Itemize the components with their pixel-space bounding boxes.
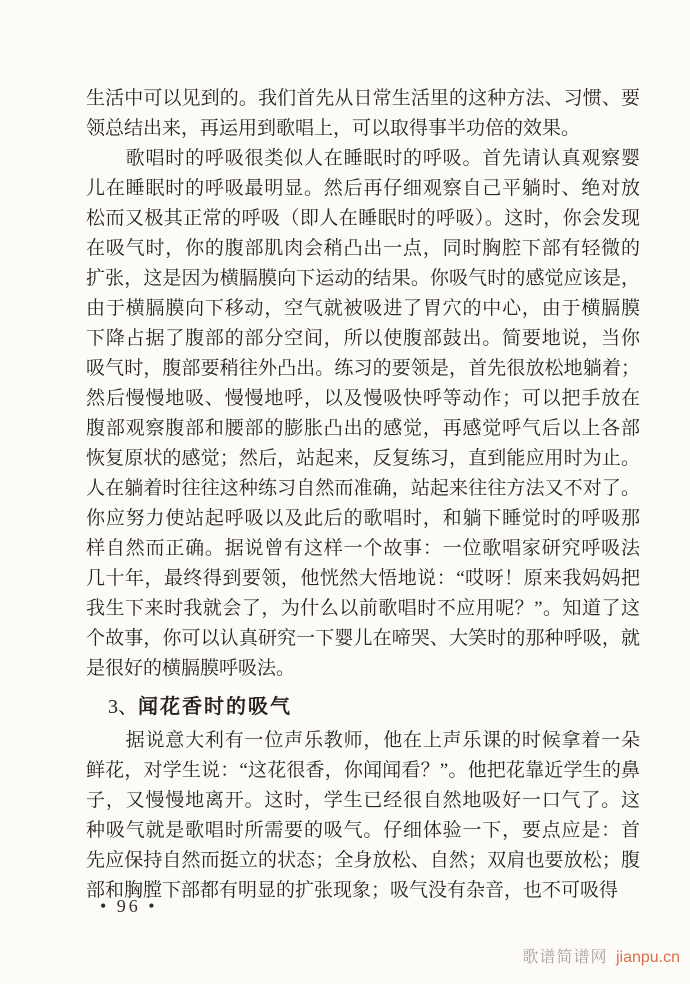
text-line: 个故事，你可以认真研究一下婴儿在啼哭、大笑时的那种呼吸，就 bbox=[86, 628, 640, 649]
watermark-site-url: jianpu.cn bbox=[615, 949, 680, 966]
text-line: 种吸气就是歌唱时所需要的吸气。仔细体验一下，要点应是：首 bbox=[86, 820, 640, 841]
text-line: 部和胸膛下部都有明显的扩张现象；吸气没有杂音，也不可吸得 bbox=[86, 880, 619, 901]
text-line: 松而又极其正常的呼吸（即人在睡眠时的呼吸）。这时，你会发现 bbox=[86, 208, 640, 229]
text-line: 生活中可以见到的。我们首先从日常生活里的这种方法、习惯、要 bbox=[86, 88, 640, 109]
text-line: 先应保持自然而挺立的状态；全身放松、自然；双肩也要放松；腹 bbox=[86, 850, 640, 871]
paragraph-flower-smell-inhale bbox=[86, 726, 640, 906]
section-heading-number: 3、 bbox=[108, 696, 138, 718]
text-line: 由于横膈膜向下移动，空气就被吸进了胃穴的中心，由于横膈膜 bbox=[86, 298, 640, 319]
text-line: 几十年，最终得到要领，他恍然大悟地说：“哎呀！原来我妈妈把 bbox=[86, 568, 640, 589]
paragraph-sleep-breathing bbox=[86, 144, 640, 684]
text-line: 我生下来时我就会了，为什么以前歌唱时不应用呢？”。知道了这 bbox=[86, 598, 640, 619]
section-heading-title: 闻花香时的吸气 bbox=[138, 696, 292, 718]
text-line: 然后慢慢地吸、慢慢地呼，以及慢吸快呼等动作；可以把手放在 bbox=[86, 388, 640, 409]
text-line: 子，又慢慢地离开。这时，学生已经很自然地吸好一口气了。这 bbox=[86, 790, 640, 811]
text-line: 下降占据了腹部的部分空间，所以使腹部鼓出。简要地说，当你 bbox=[86, 328, 640, 349]
text-line: 吸气时，腹部要稍往外凸出。练习的要领是，首先很放松地躺着； bbox=[86, 358, 640, 379]
text-line: 领总结出来，再运用到歌唱上，可以取得事半功倍的效果。 bbox=[86, 118, 581, 139]
text-line: 据说意大利有一位声乐教师，他在上声乐课的时候拿着一朵 bbox=[86, 730, 640, 751]
paragraph-continuation-from-previous-page bbox=[86, 84, 640, 144]
text-line: 扩张，这是因为横膈膜向下运动的结果。你吸气时的感觉应该是， bbox=[86, 268, 640, 289]
text-line: 腹部观察腹部和腰部的膨胀凸出的感觉，再感觉呼气后以上各部 bbox=[86, 418, 640, 439]
text-line: 样自然而正确。据说曾有这样一个故事：一位歌唱家研究呼吸法 bbox=[86, 538, 640, 559]
text-line: 恢复原状的感觉；然后，站起来，反复练习，直到能应用时为止。 bbox=[86, 448, 640, 469]
text-line: 儿在睡眠时的呼吸最明显。然后再仔细观察自己平躺时、绝对放 bbox=[86, 178, 640, 199]
text-line: 鲜花，对学生说：“这花很香，你闻闻看？”。他把花靠近学生的鼻 bbox=[86, 760, 640, 781]
watermark bbox=[522, 946, 680, 970]
section-heading bbox=[86, 692, 640, 722]
body-text bbox=[86, 84, 640, 906]
watermark-site-name: 歌谱简谱网 bbox=[522, 949, 608, 966]
text-line: 人在躺着时往往这种练习自然而准确，站起来往往方法又不对了。 bbox=[86, 478, 640, 499]
text-line: 在吸气时，你的腹部肌肉会稍凸出一点，同时胸腔下部有轻微的 bbox=[86, 238, 640, 259]
text-line: 是很好的横膈膜呼吸法。 bbox=[86, 658, 296, 679]
text-line: 你应努力使站起呼吸以及此后的歌唱时，和躺下睡觉时的呼吸那 bbox=[86, 508, 640, 529]
text-line: 歌唱时的呼吸很类似人在睡眠时的呼吸。首先请认真观察婴 bbox=[86, 148, 640, 169]
page-number: • 96 • bbox=[100, 896, 158, 916]
